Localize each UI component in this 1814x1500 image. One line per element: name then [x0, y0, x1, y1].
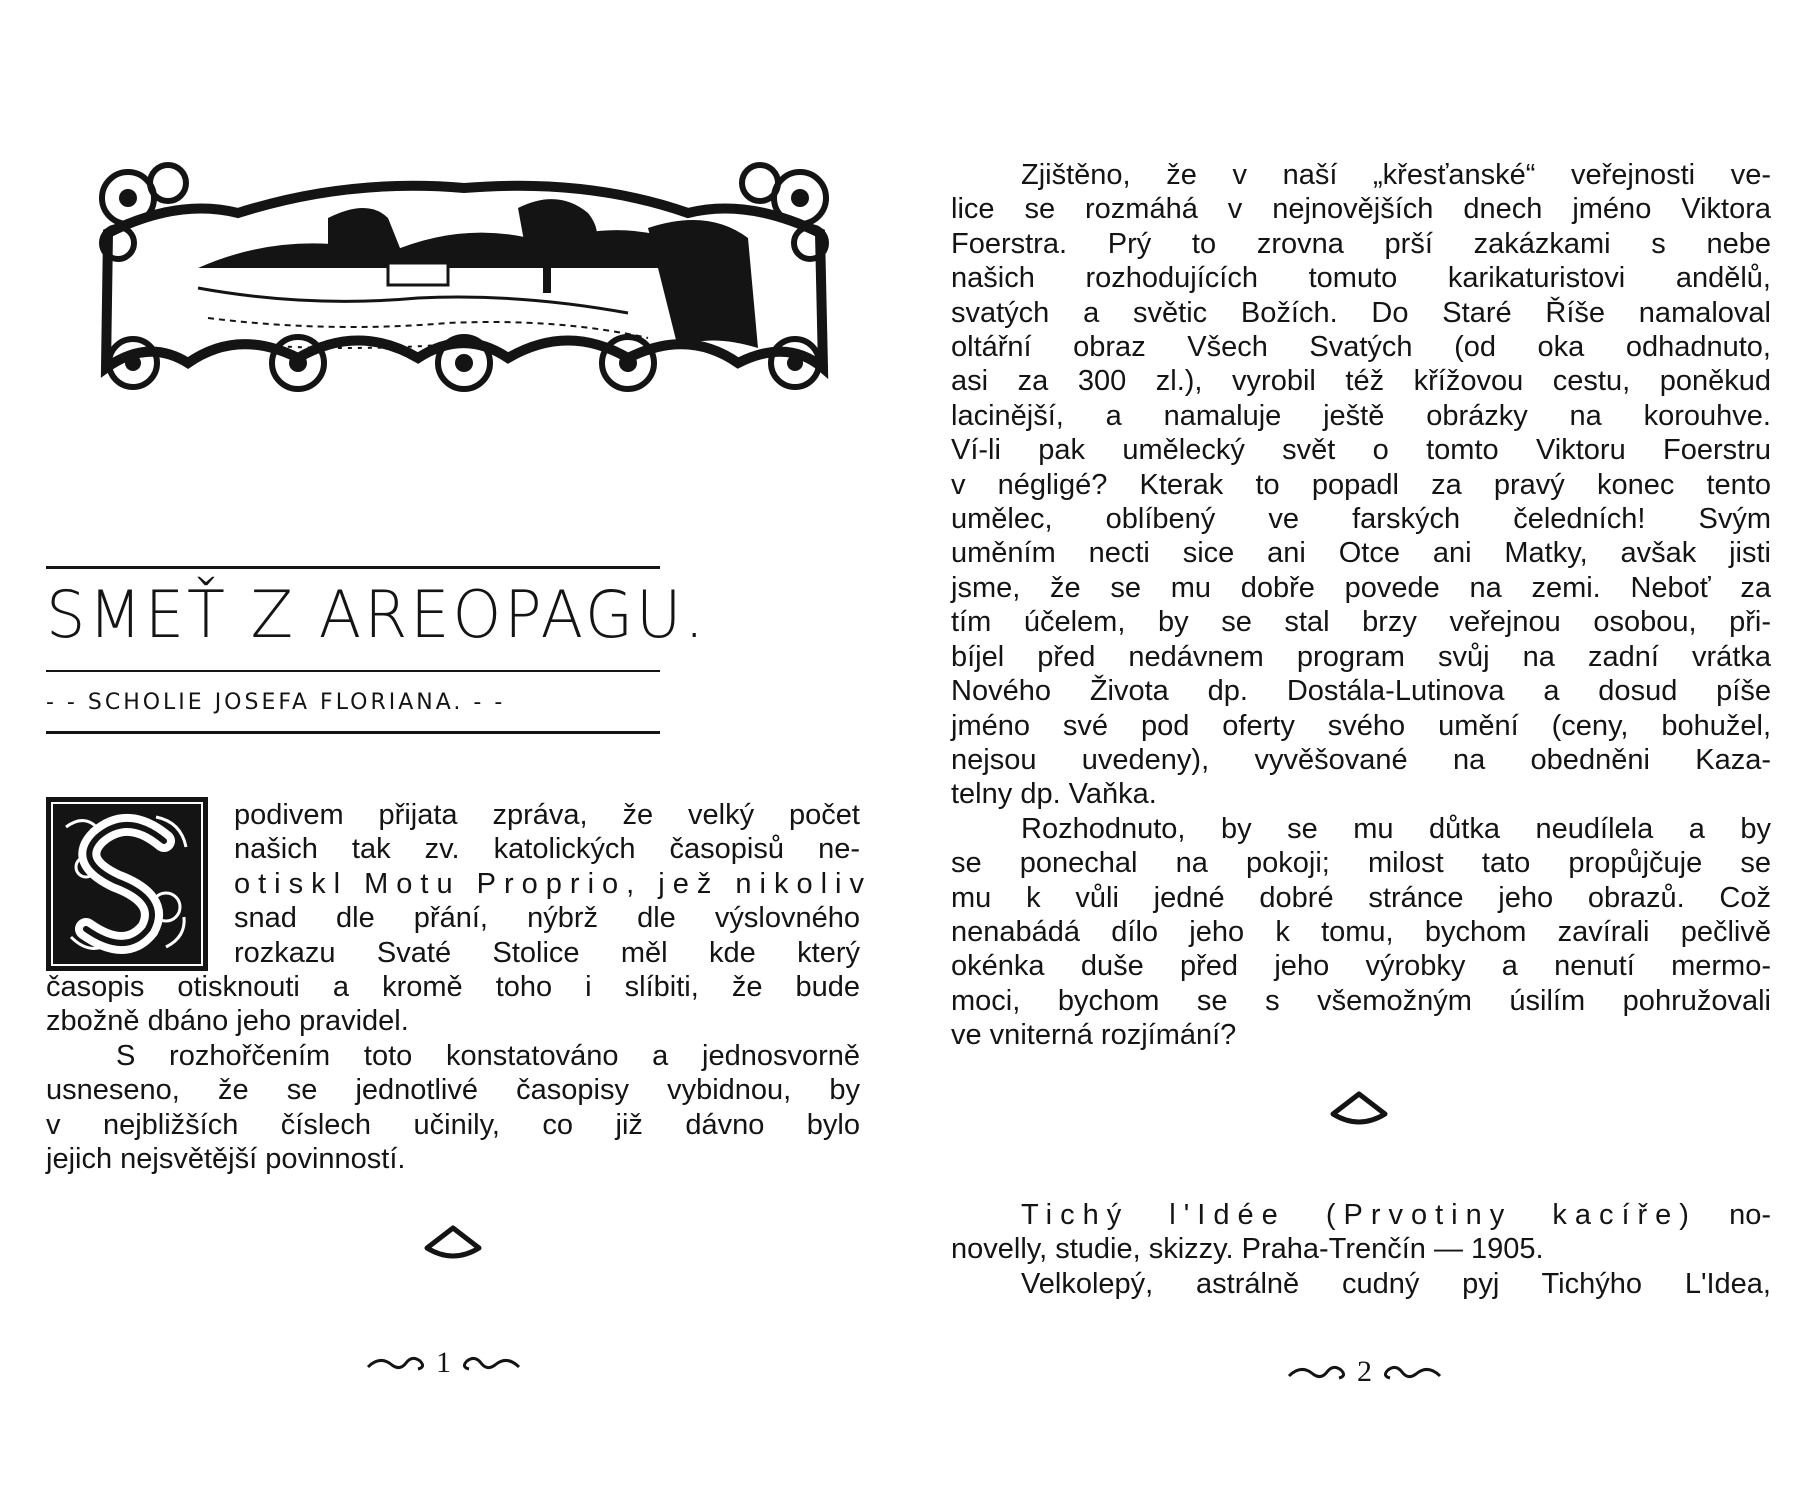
- text-line: podivem přijata zpráva, že velký počet: [234, 799, 860, 831]
- text-line: jsme, že se mu dobře povede na zemi. Neboť za: [951, 571, 1771, 604]
- title-rule-middle: [46, 670, 660, 672]
- text-line: uměním necti sice ani Otce ani Matky, avšak jisti: [951, 537, 1771, 570]
- text-line: jméno své pod oferty svého umění (ceny, bohužel,: [951, 709, 1771, 742]
- text-line: telny dp. Vaňka.: [951, 778, 1157, 811]
- text-line: rozkazu Svaté Stolice měl kde který: [234, 936, 860, 969]
- text-line: se ponechal na pokoji; milost tato propůjčuje se: [951, 847, 1771, 880]
- text-line: oltářní obraz Všech Svatých (od oka odhadnuto,: [951, 331, 1771, 364]
- title-rule-bottom: [46, 731, 660, 734]
- right-page: [907, 0, 1814, 1500]
- right-paragraph-1: [951, 158, 1771, 1053]
- text-line: našich rozhodujících tomuto karikaturistovi andělů,: [951, 262, 1771, 295]
- text-line: svatých a světic Božích. Do Staré Říše namaloval: [951, 296, 1771, 329]
- text-line: bíjel před nedávnem program svůj na zadní vrátka: [951, 640, 1771, 673]
- review-title: Tichý l'Idée (Prvotiny kacíře): [1021, 1199, 1697, 1231]
- text-line: Zjištěno, že v naší „křesťanské“ veřejnosti ve-: [1021, 159, 1771, 191]
- left-paragraph-1-lead: [234, 798, 872, 970]
- text-line: Ví-li pak umělecký svět o tomto Viktoru Foerstru: [951, 434, 1771, 467]
- scroll-flourish-icon: [459, 1353, 521, 1373]
- text-line: Velkolepý, astrálně cudný pyj Tichýho L'Idea,: [1021, 1267, 1771, 1300]
- text-line: nenabádá dílo jeho k tomu, bychom zavírali pečlivě: [951, 915, 1771, 948]
- left-paragraph-1-tail: [46, 970, 860, 1176]
- text-line: zbožně dbáno jeho pravidel.: [46, 1005, 409, 1038]
- text-line: časopis otisknouti a kromě toho i slíbiti, že bude: [46, 971, 860, 1003]
- scroll-flourish-icon: [1287, 1362, 1349, 1382]
- page-number-right: [1287, 1355, 1442, 1389]
- scroll-flourish-icon: [366, 1353, 428, 1373]
- text-line: okénka duše před jeho výrobky a nenutí mermo-: [951, 950, 1771, 983]
- text-line: nejsou uvedeny), vyvěšované na obedněni Kaza-: [951, 743, 1771, 776]
- landscape-vignette-icon: [88, 158, 840, 398]
- scroll-flourish-icon: [1380, 1362, 1442, 1382]
- ornate-letter-s-icon: [46, 797, 208, 971]
- fan-ornament-icon: [423, 1224, 483, 1264]
- review-title-rest: no-: [1729, 1199, 1771, 1231]
- page-number: 2: [1357, 1355, 1372, 1388]
- text-line: lice se rozmáhá v nejnovějších dnech jméno Viktora: [951, 193, 1771, 226]
- text-line: našich tak zv. katolických časopisů ne-: [234, 833, 860, 866]
- text-line: Foerstra. Prý to zrovna prší zakázkami s nebe: [951, 227, 1771, 260]
- text-line: Rozhodnuto, by se mu důtka neudílela a by: [1021, 812, 1771, 845]
- text-line: usneseno, že se jednotlivé časopisy vybidnou, by: [46, 1074, 860, 1107]
- text-line: snad dle přání, nýbrž dle výslovného: [234, 902, 860, 935]
- text-line: novelly, studie, skizzy. Praha-Trenčín — 1905.: [951, 1233, 1544, 1266]
- text-line: jejich nejsvětější povinností.: [46, 1143, 406, 1176]
- text-line: v nejbližších číslech učinily, co již dávno bylo: [46, 1108, 860, 1141]
- text-line: asi za 300 zl.), vyrobil též křížovou cestu, poněkud: [951, 365, 1771, 398]
- text-line: mu k vůli jedné dobré stránce jeho obrazů. Což: [951, 881, 1771, 914]
- text-line: moci, bychom se s všemožným úsilím pohružovali: [951, 984, 1771, 1017]
- text-line: S rozhořčením toto konstatováno a jednosvorně: [116, 1039, 860, 1072]
- text-line: lacinější, a namaluje ještě obrázky na korouhve.: [951, 399, 1771, 432]
- page-title: SMEŤ Z AREOPAGU.: [46, 575, 708, 653]
- text-line: Nového Života dp. Dostála-Lutinova a dosud píše: [951, 675, 1771, 708]
- page-number-left: [366, 1346, 521, 1380]
- page-number: 1: [436, 1346, 451, 1379]
- text-line: tím účelem, by se stal brzy veřejnou osobou, při-: [951, 606, 1771, 639]
- text-line: umělec, oblíbený ve farských čeledních! Svým: [951, 503, 1771, 536]
- right-paragraph-3: [951, 1198, 1771, 1301]
- title-rule-top: [46, 566, 660, 569]
- text-line: ve vniterná rozjímání?: [951, 1019, 1237, 1052]
- text-line: [951, 1198, 1771, 1232]
- text-line: v négligé? Kterak to popadl za pravý konec tento: [951, 468, 1771, 501]
- fan-ornament-icon: [1329, 1090, 1389, 1130]
- subtitle: - - SCHOLIE JOSEFA FLORIANA. - -: [46, 690, 506, 715]
- text-line: otiskl Motu Proprio, jež nikoliv: [234, 867, 872, 900]
